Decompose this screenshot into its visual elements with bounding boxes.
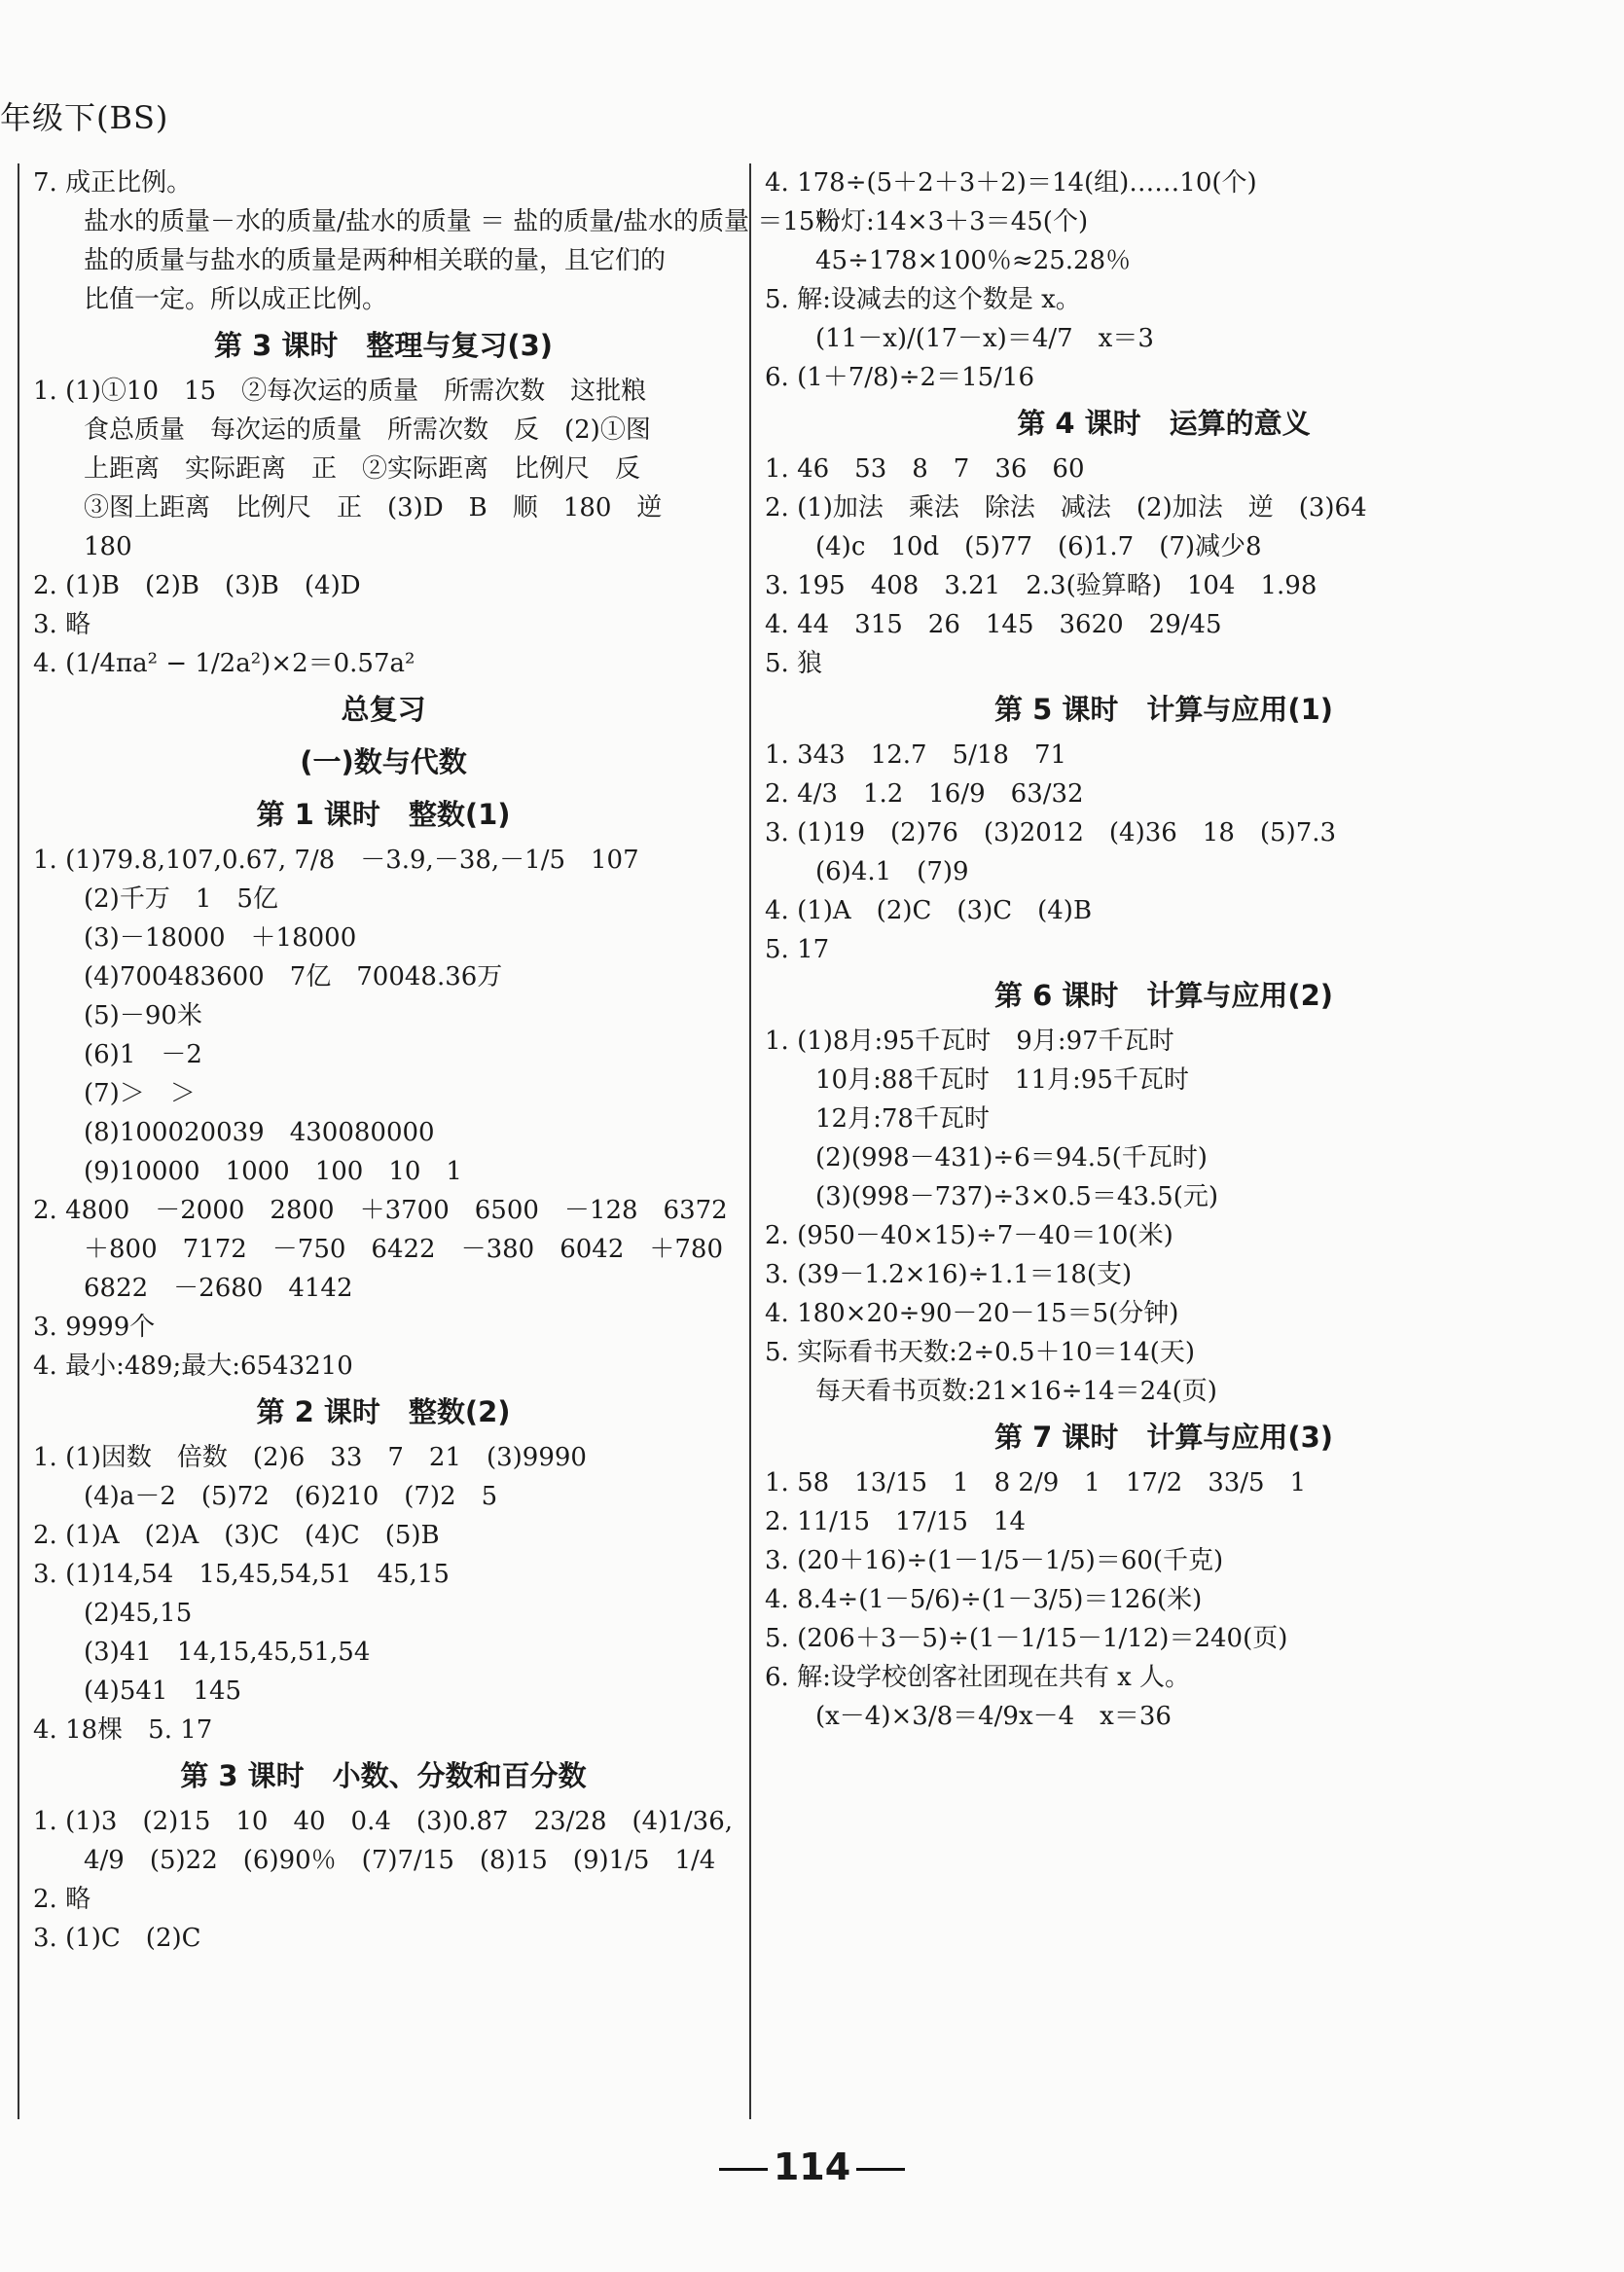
answer-line: 4. 180×20÷90－20－15＝5(分钟) <box>765 1299 1179 1328</box>
right-column <box>749 163 1563 2119</box>
answer-line: 6. 解:设学校创客社团现在共有 x 人。 <box>765 1663 1191 1692</box>
answer-line: (5)－90米 <box>84 1001 202 1030</box>
answer-line: 2. 略 <box>33 1885 91 1914</box>
page-header: 年级下(BS) <box>0 99 169 136</box>
answer-line: 1. (1)79.8,107,0.67̇, 7/8 －3.9,－38,－1/5 107 <box>33 846 639 875</box>
answer-line: 6822 －2680 4142 <box>84 1274 353 1303</box>
answer-line: 盐的质量与盐水的质量是两种相关联的量，且它们的 <box>84 246 667 275</box>
answer-line: 4. 44 315 26 145 3620 29/45 <box>765 610 1222 639</box>
answer-line: 5. 实际看书天数:2÷0.5＋10＝14(天) <box>765 1338 1195 1367</box>
answer-line: (6)4.1 (7)9 <box>815 857 969 886</box>
section-title: 第 7 课时 计算与应用(3) <box>993 1421 1334 1454</box>
section-title: 第 1 课时 整数(1) <box>256 798 511 831</box>
answer-line: (x－4)×3/8＝4/9x－4 x＝36 <box>815 1702 1172 1731</box>
answer-line: 7. 成正比例。 <box>33 168 193 198</box>
answer-line: 45÷178×100％≈25.28％ <box>815 246 1132 275</box>
answer-line: (8)100020039 430080000 <box>84 1118 435 1147</box>
answer-line: 3. 195 408 3.21 2.3(验算略) 104 1.98 <box>765 571 1317 600</box>
answer-line: 每天看书页数:21×16÷14＝24(页) <box>815 1377 1217 1406</box>
answer-line: 2. 11/15 17/15 14 <box>765 1507 1027 1536</box>
answer-line: (4)a－2 (5)72 (6)210 (7)2 5 <box>84 1482 498 1511</box>
answer-line: 1. (1)8月:95千瓦时 9月:97千瓦时 <box>765 1027 1174 1056</box>
answer-line: 5. 17 <box>765 935 830 964</box>
answer-line: 食总质量 每次运的质量 所需次数 反 (2)①图 <box>84 415 651 445</box>
answer-line: 12月:78千瓦时 <box>815 1104 990 1134</box>
section-title: 第 5 课时 计算与应用(1) <box>993 693 1334 726</box>
answer-line: 3. (39－1.2×16)÷1.1＝18(支) <box>765 1260 1133 1289</box>
answer-line: 盐水的质量－水的质量/盐水的质量 ＝ 盐的质量/盐水的质量 ＝15％ <box>84 207 841 236</box>
answer-line: (4)700483600 7亿 70048.36万 <box>84 962 503 992</box>
answer-line: 5. 狼 <box>765 649 823 678</box>
answer-line: 比值一定。所以成正比例。 <box>84 285 388 314</box>
section-title: 总复习 <box>341 693 426 726</box>
answer-line: 4. 8.4÷(1－5/6)÷(1－3/5)＝126(米) <box>765 1585 1203 1614</box>
section-title: 第 3 课时 整理与复习(3) <box>213 329 554 362</box>
dash-left <box>719 2168 768 2171</box>
answer-line: (4)541 145 <box>84 1677 242 1706</box>
answer-line: 10月:88千瓦时 11月:95千瓦时 <box>815 1065 1189 1095</box>
answer-line: 1. (1)因数 倍数 (2)6 33 7 21 (3)9990 <box>33 1443 587 1472</box>
answer-line: (6)1 －2 <box>84 1040 202 1069</box>
answer-line: 3. (1)19 (2)76 (3)2012 (4)36 18 (5)7.3 <box>765 818 1337 847</box>
answer-line: 2. (1)加法 乘法 除法 减法 (2)加法 逆 (3)64 <box>765 493 1367 523</box>
answer-line: 4. 18棵 5. 17 <box>33 1715 213 1745</box>
answer-line: (3)41 14,15,45,51,54 <box>84 1638 371 1667</box>
answer-line: 上距离 实际距离 正 ②实际距离 比例尺 反 <box>84 454 641 484</box>
answer-line: (7)＞ ＞ <box>84 1079 196 1108</box>
answer-line: 4/9 (5)22 (6)90％ (7)7/15 (8)15 (9)1/5 1/4 <box>84 1846 716 1875</box>
answer-line: 3. 略 <box>33 610 91 639</box>
answer-line: 1. (1)①10 15 ②每次运的质量 所需次数 这批粮 <box>33 377 647 406</box>
answer-line: 2. 4/3 1.2 16/9 63/32 <box>765 779 1084 809</box>
answer-line: 3. (20＋16)÷(1－1/5－1/5)＝60(千克) <box>765 1546 1224 1575</box>
answer-line: 1. 343 12.7 5/18 71 <box>765 740 1067 770</box>
answer-line: (4)c 10d (5)77 (6)1.7 (7)减少8 <box>815 532 1262 561</box>
answer-line: 2. (950－40×15)÷7－40＝10(米) <box>765 1221 1173 1250</box>
answer-line: (9)10000 1000 100 10 1 <box>84 1157 462 1186</box>
answer-line: 1. 58 13/15 1 8 2/9 1 17/2 33/5 1 <box>765 1468 1307 1497</box>
answer-line: ＋800 7172 －750 6422 －380 6042 ＋780 <box>84 1235 724 1264</box>
answer-line: 3. (1)C (2)C <box>33 1924 201 1953</box>
answer-line: 1. 46 53 8 7 36 60 <box>765 454 1085 484</box>
answer-line: (2)(998－431)÷6＝94.5(千瓦时) <box>815 1143 1208 1172</box>
answer-line: 1. (1)3 (2)15 10 40 0.4 (3)0.8̇7̇ 23/28 (4)1/36, <box>33 1807 733 1836</box>
answer-line: 粉灯:14×3＋3＝45(个) <box>815 207 1089 236</box>
answer-line: 4. (1)A (2)C (3)C (4)B <box>765 896 1093 925</box>
dash-right <box>856 2168 905 2171</box>
answer-line: 4. 178÷(5＋2＋3＋2)＝14(组)……10(个) <box>765 168 1257 198</box>
answer-line: 3. (1)14,54 15,45,54,51 45,15 <box>33 1560 450 1589</box>
section-title: (一)数与代数 <box>300 745 467 778</box>
answer-line: (2)45,15 <box>84 1599 193 1628</box>
answer-line: 180 <box>84 532 132 561</box>
answer-line: ③图上距离 比例尺 正 (3)D B 顺 180 逆 <box>84 493 663 523</box>
section-title: 第 2 课时 整数(2) <box>256 1395 511 1428</box>
page-footer <box>0 2146 1624 2188</box>
section-title: 第 3 课时 小数、分数和百分数 <box>180 1759 587 1792</box>
answer-line: (3)－18000 ＋18000 <box>84 923 357 953</box>
section-title: 第 4 课时 运算的意义 <box>1017 407 1311 440</box>
page-number: 114 <box>773 2146 851 2188</box>
answer-line: 3. 9999个 <box>33 1313 156 1342</box>
answer-line: 5. 解:设减去的这个数是 x。 <box>765 285 1081 314</box>
answer-line: 2. (1)B (2)B (3)B (4)D <box>33 571 361 600</box>
answer-line: 4. 最小:489;最大:6543210 <box>33 1352 353 1381</box>
answer-line: (3)(998－737)÷3×0.5＝43.5(元) <box>815 1182 1219 1211</box>
answer-line: 4. (1/4πa² − 1/2a²)×2＝0.57a² <box>33 649 415 678</box>
answer-line: (11－x)/(17－x)＝4/7 x＝3 <box>815 324 1154 353</box>
section-title: 第 6 课时 计算与应用(2) <box>993 979 1334 1012</box>
answer-line: 2. 4800 －2000 2800 ＋3700 6500 －128 6372 <box>33 1196 728 1225</box>
answer-line: 2. (1)A (2)A (3)C (4)C (5)B <box>33 1521 440 1550</box>
answer-line: 6. (1＋7/8)÷2＝15/16 <box>765 363 1034 392</box>
answer-line: (2)千万 1 5亿 <box>84 884 278 914</box>
answer-line: 5. (206＋3－5)÷(1－1/15－1/12)＝240(页) <box>765 1624 1288 1653</box>
